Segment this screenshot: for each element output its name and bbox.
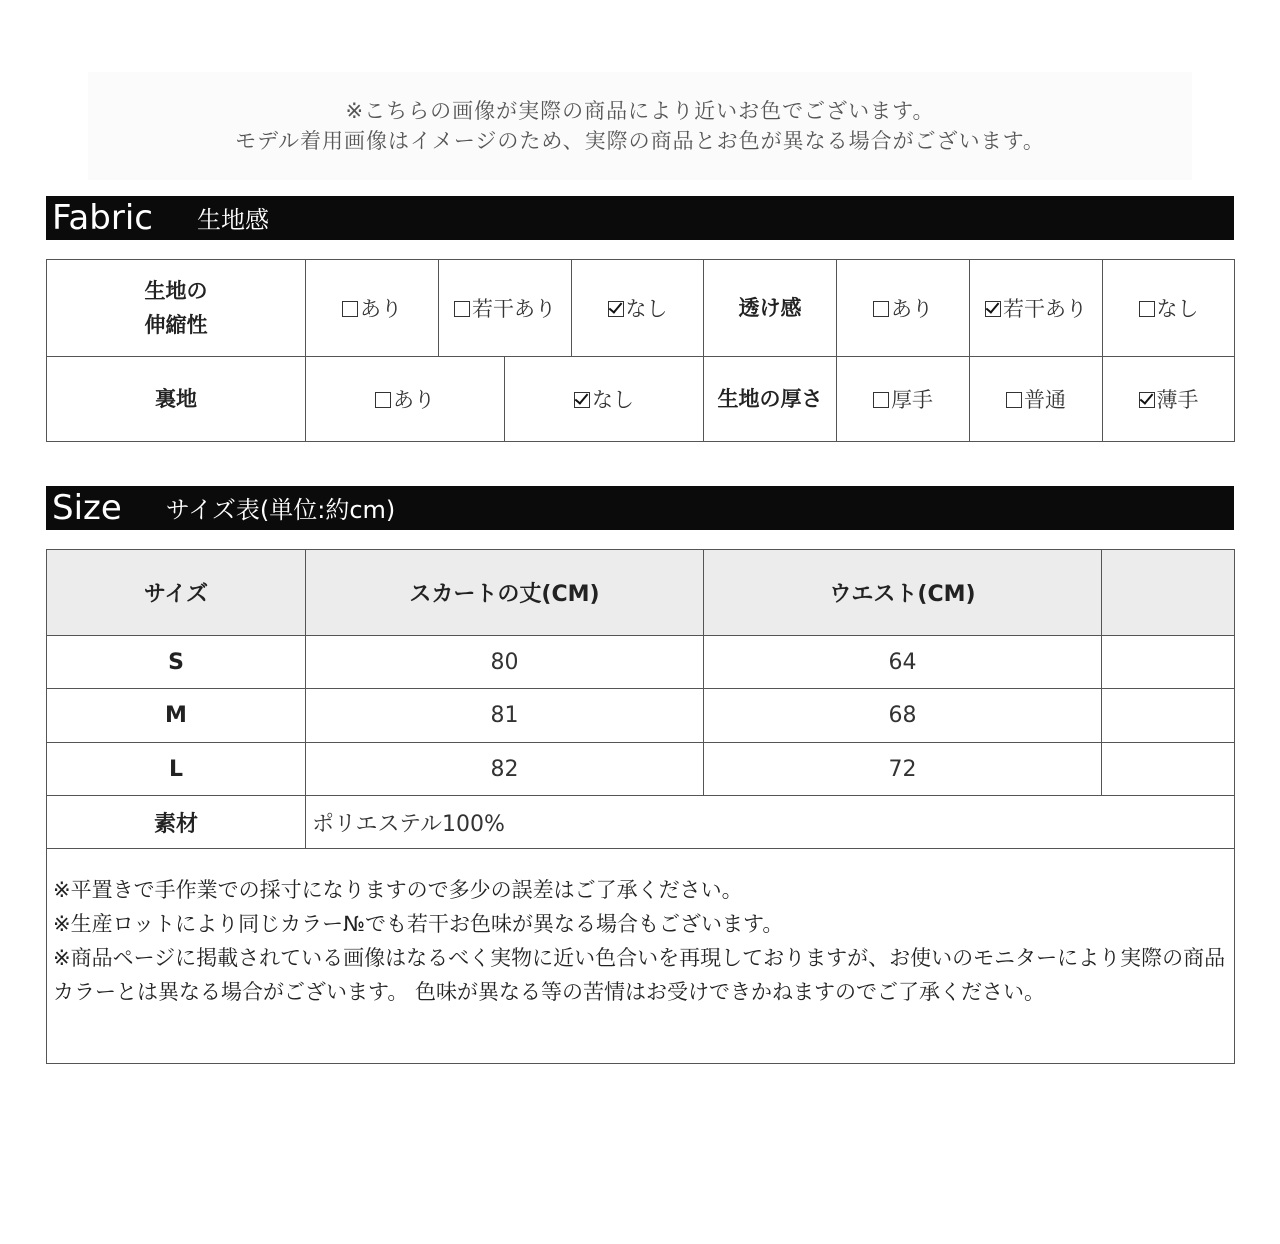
header-size: サイズ bbox=[47, 550, 306, 636]
checkbox-checked-icon bbox=[608, 301, 624, 317]
header-skirt-length: スカートの丈(CM) bbox=[306, 550, 704, 636]
fabric-title-en: Fabric bbox=[52, 198, 153, 238]
header-extra bbox=[1102, 550, 1235, 636]
checkbox-icon bbox=[342, 301, 358, 317]
length-cell: 82 bbox=[306, 743, 704, 796]
waist-cell: 68 bbox=[704, 689, 1102, 743]
checkbox-icon bbox=[873, 392, 889, 408]
lining-option-none: なし bbox=[505, 357, 704, 442]
header-waist: ウエスト(CM) bbox=[704, 550, 1102, 636]
checkbox-icon bbox=[873, 301, 889, 317]
notice-line-1: ※こちらの画像が実際の商品により近いお色でございます。 bbox=[345, 99, 935, 123]
note-1: ※平置きで手作業での採寸になりますので多少の誤差はご了承ください。 bbox=[53, 878, 743, 902]
thickness-option-normal: 普通 bbox=[970, 357, 1103, 442]
length-cell: 81 bbox=[306, 689, 704, 743]
extra-cell bbox=[1102, 689, 1235, 743]
extra-cell bbox=[1102, 636, 1235, 689]
table-row bbox=[47, 743, 1235, 796]
sheer-option-none: なし bbox=[1103, 260, 1235, 357]
checkbox-icon bbox=[1006, 392, 1022, 408]
fabric-section-header bbox=[46, 196, 1234, 240]
length-cell: 80 bbox=[306, 636, 704, 689]
size-section-header bbox=[46, 486, 1234, 530]
stretch-label: 生地の 伸縮性 bbox=[47, 260, 306, 357]
fabric-title-jp: 生地感 bbox=[196, 206, 269, 234]
thickness-label: 生地の厚さ bbox=[704, 357, 837, 442]
table-row bbox=[47, 636, 1235, 689]
size-title-en: Size bbox=[52, 488, 122, 528]
sheer-option-yes: あり bbox=[837, 260, 970, 357]
size-title-jp: サイズ表(単位:約cm) bbox=[165, 496, 396, 524]
size-cell: M bbox=[47, 689, 306, 743]
note-3: ※商品ページに掲載されている画像はなるべく実物に近い色合いを再現しておりますが、お使いのモニターにより実際の商品カラーとは異なる場合がございます。 色味が異なる等の苦情はお受けできかねますのでご了承ください。 bbox=[53, 946, 1226, 1004]
stretch-option-none: なし bbox=[572, 260, 704, 357]
size-table bbox=[46, 549, 1235, 1064]
notice-line-2: モデル着用画像はイメージのため、実際の商品とお色が異なる場合がございます。 bbox=[235, 129, 1045, 153]
sheer-label: 透け感 bbox=[704, 260, 837, 357]
color-notice bbox=[88, 72, 1192, 180]
thickness-option-thin: 薄手 bbox=[1103, 357, 1235, 442]
size-cell: S bbox=[47, 636, 306, 689]
checkbox-icon bbox=[375, 392, 391, 408]
checkbox-icon bbox=[1139, 301, 1155, 317]
notes-cell bbox=[47, 849, 1235, 1064]
lining-label: 裏地 bbox=[47, 357, 306, 442]
waist-cell: 64 bbox=[704, 636, 1102, 689]
checkbox-checked-icon bbox=[985, 301, 1001, 317]
sheer-option-slight: 若干あり bbox=[970, 260, 1103, 357]
thickness-option-thick: 厚手 bbox=[837, 357, 970, 442]
table-row bbox=[47, 689, 1235, 743]
lining-option-yes: あり bbox=[306, 357, 505, 442]
extra-cell bbox=[1102, 743, 1235, 796]
stretch-option-yes: あり bbox=[306, 260, 439, 357]
waist-cell: 72 bbox=[704, 743, 1102, 796]
checkbox-checked-icon bbox=[1139, 392, 1155, 408]
checkbox-checked-icon bbox=[574, 392, 590, 408]
material-label: 素材 bbox=[47, 796, 306, 849]
note-2: ※生産ロットにより同じカラー№でも若干お色味が異なる場合もございます。 bbox=[53, 912, 784, 936]
stretch-option-slight: 若干あり bbox=[439, 260, 572, 357]
size-cell: L bbox=[47, 743, 306, 796]
material-value: ポリエステル100% bbox=[306, 796, 1235, 849]
fabric-table bbox=[46, 259, 1235, 442]
checkbox-icon bbox=[454, 301, 470, 317]
